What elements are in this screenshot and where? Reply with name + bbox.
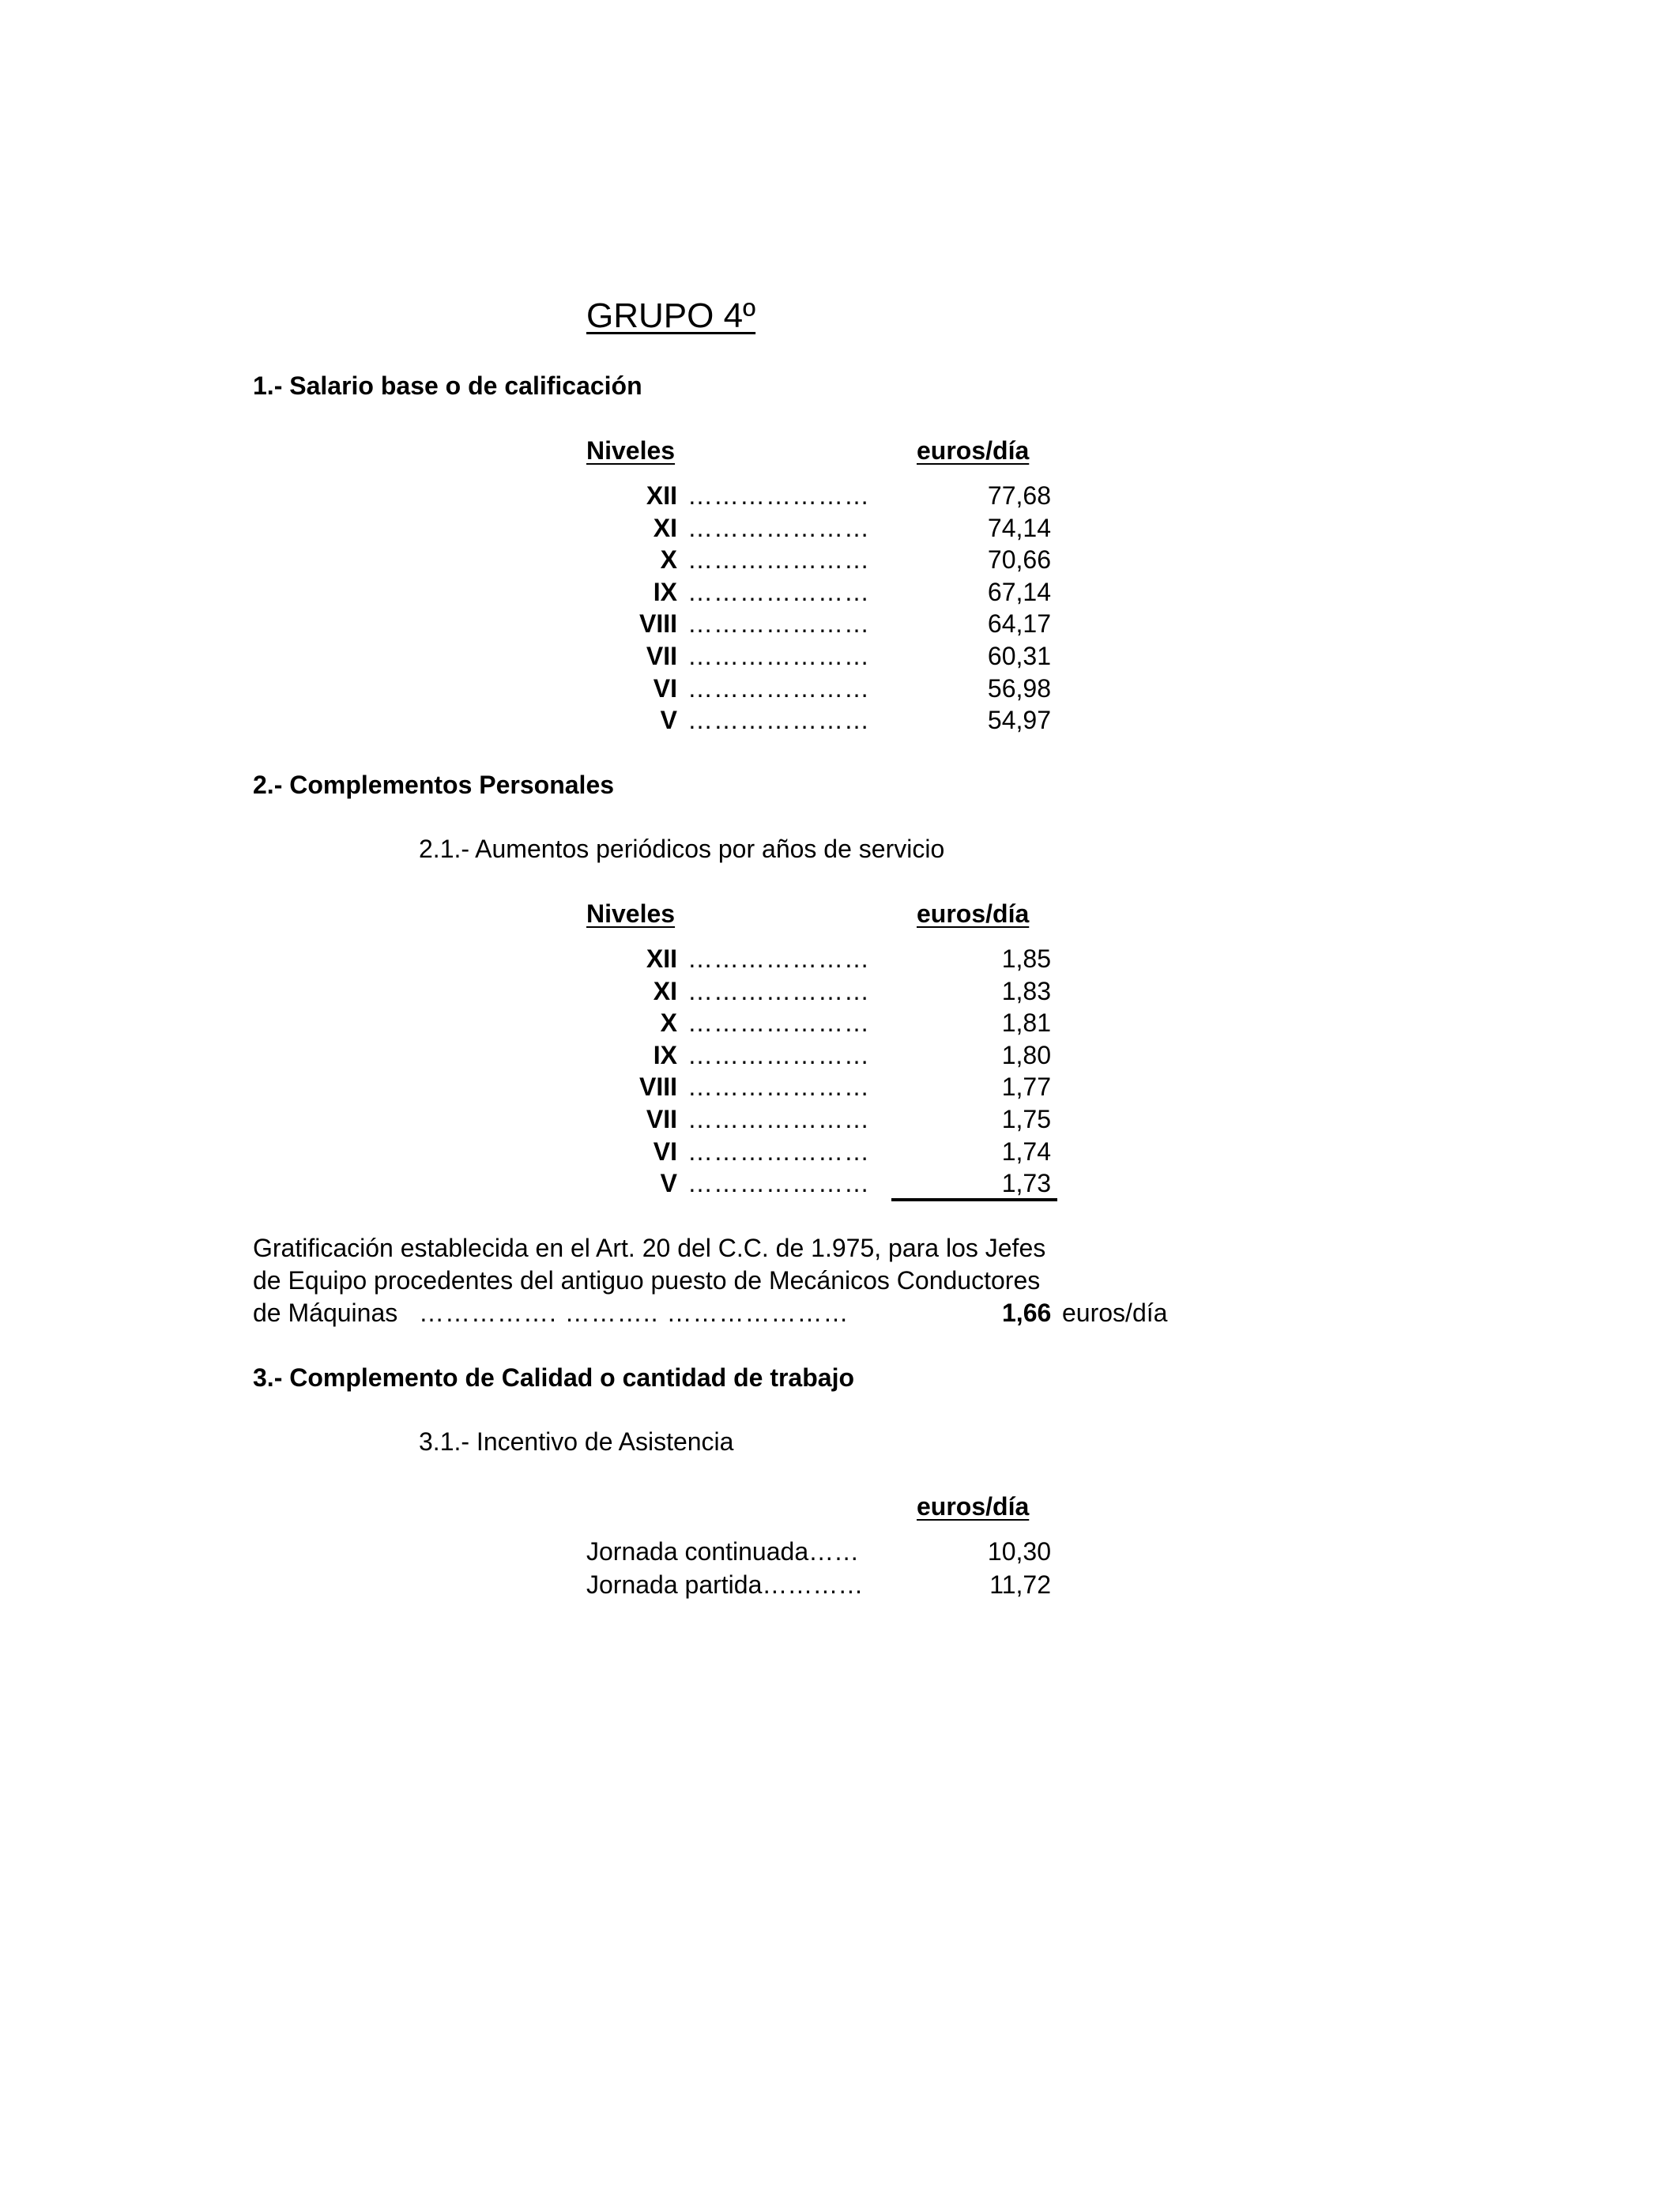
level-value: 1,83 (1001, 976, 1051, 1005)
level-value: 74,14 (987, 513, 1051, 542)
leader-dots: ………………… (687, 1105, 870, 1133)
level-value: 64,17 (987, 609, 1051, 639)
gratification-line-1: Gratificación establecida en el Art. 20 del C.C. de 1.975, para los Jefes (253, 1234, 1046, 1262)
table-underline (891, 1198, 1057, 1201)
leader-dots: ………………… (687, 481, 870, 510)
attendance-label: Jornada continuada…… (586, 1537, 860, 1566)
level-label: XII (646, 944, 677, 973)
level-value: 1,81 (1001, 1008, 1051, 1038)
section-3-heading: 3.- Complemento de Calidad o cantidad de trabajo (253, 1363, 854, 1392)
level-label: IX (653, 577, 677, 606)
attendance-value: 10,30 (987, 1537, 1051, 1566)
level-label: V (660, 706, 677, 735)
section-1-levels-header: Niveles (586, 436, 676, 465)
leader-dots: ………………… (687, 1137, 870, 1166)
level-label: V (660, 1169, 677, 1198)
level-label: IX (653, 1040, 677, 1069)
gratification-unit: euros/día (1062, 1299, 1168, 1327)
level-value: 70,66 (987, 545, 1051, 575)
section-2-1-heading: 2.1.- Aumentos periódicos por años de servicio (419, 835, 945, 863)
leader-dots: ………………… (687, 609, 870, 639)
leader-dots: ………………… (687, 577, 870, 606)
attendance-value: 11,72 (989, 1570, 1051, 1599)
level-label: XII (646, 481, 677, 510)
leader-dots: ………………… (687, 673, 870, 703)
level-value: 54,97 (987, 706, 1051, 735)
level-label: XI (653, 513, 677, 542)
gratification-line-3-dots: ……………. ……….. ………………… (419, 1299, 849, 1327)
level-label: X (660, 1008, 677, 1038)
level-value: 1,85 (1001, 944, 1051, 973)
level-value: 56,98 (987, 673, 1051, 703)
leader-dots: ………………… (687, 513, 870, 542)
leader-dots: ………………… (687, 1169, 870, 1198)
page-title: GRUPO 4º (586, 296, 756, 335)
leader-dots: ………………… (687, 1008, 870, 1038)
level-value: 1,75 (1001, 1105, 1051, 1133)
level-value: 77,68 (987, 481, 1051, 510)
level-value: 1,77 (1001, 1072, 1051, 1102)
level-value: 67,14 (987, 577, 1051, 606)
level-label: VII (646, 1105, 677, 1133)
leader-dots: ………………… (687, 1040, 870, 1069)
level-label: VII (646, 642, 677, 670)
leader-dots: ………………… (687, 642, 870, 670)
level-label: X (660, 545, 677, 575)
leader-dots: ………………… (687, 545, 870, 575)
section-3-1-heading: 3.1.- Incentivo de Asistencia (419, 1427, 734, 1456)
level-label: VI (653, 1137, 677, 1166)
section-2-units-header: euros/día (917, 899, 1030, 928)
level-label: VI (653, 673, 677, 703)
level-value: 1,80 (1001, 1040, 1051, 1069)
leader-dots: ………………… (687, 1072, 870, 1102)
level-value: 60,31 (987, 642, 1051, 670)
leader-dots: ………………… (687, 944, 870, 973)
level-label: VIII (638, 609, 677, 639)
leader-dots: ………………… (687, 706, 870, 735)
level-value: 1,73 (1001, 1169, 1051, 1198)
section-1-units-header: euros/día (917, 436, 1030, 465)
leader-dots: ………………… (687, 976, 870, 1005)
section-2-levels-header: Niveles (586, 899, 676, 928)
attendance-label: Jornada partida………… (586, 1570, 864, 1599)
level-label: XI (653, 976, 677, 1005)
gratification-line-2: de Equipo procedentes del antiguo puesto de Mecánicos Conductores (253, 1266, 1041, 1295)
gratification-line-3-label: de Máquinas (253, 1299, 398, 1327)
level-label: VIII (638, 1072, 677, 1102)
section-3-units-header: euros/día (917, 1492, 1030, 1521)
section-2-heading: 2.- Complementos Personales (253, 771, 615, 799)
level-value: 1,74 (1001, 1137, 1051, 1166)
gratification-amount: 1,66 (1002, 1299, 1052, 1327)
section-1-heading: 1.- Salario base o de calificación (253, 371, 642, 400)
